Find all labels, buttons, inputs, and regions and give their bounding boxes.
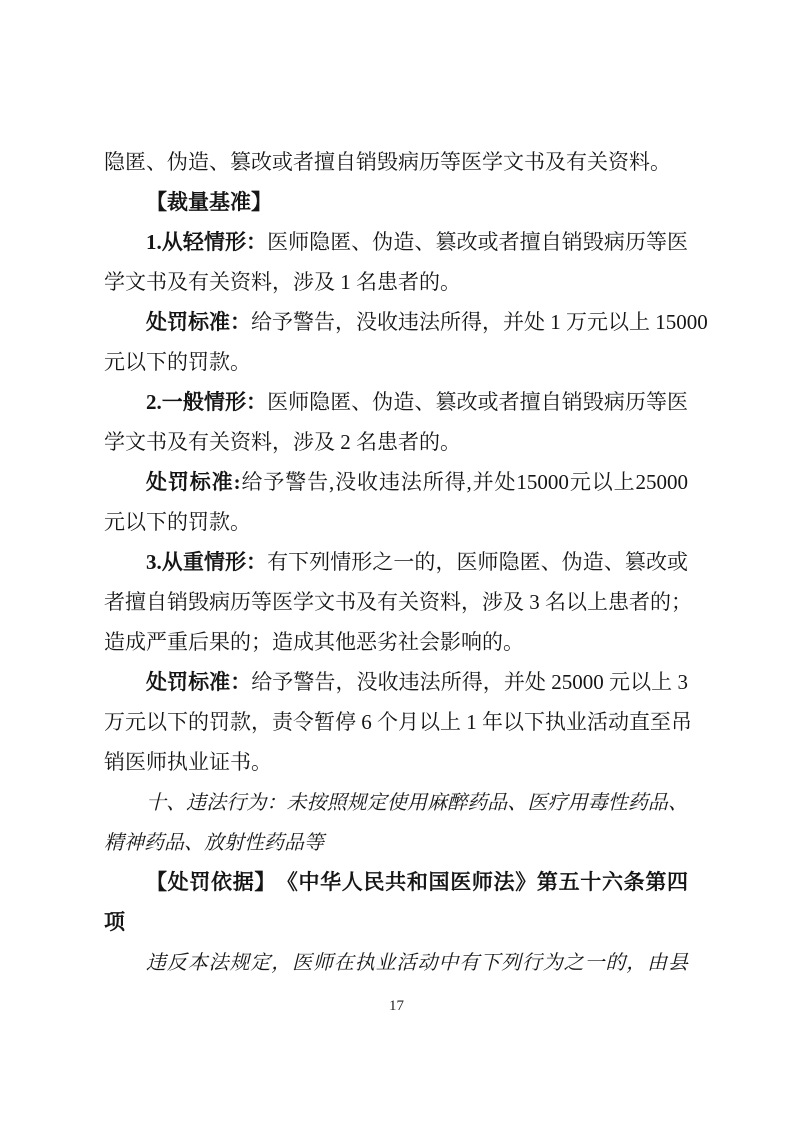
- text-run: 者擅自销毁病历等医学文书及有关资料，涉及 3 名以上患者的；: [104, 590, 692, 614]
- text-run: 给予警告，没收违法所得，并处 25000 元以上 3: [251, 670, 688, 694]
- text-line: [104, 382, 688, 422]
- bold-text-run: 2.一般情形：: [146, 390, 268, 414]
- text-line: [104, 142, 688, 182]
- text-run: 造成严重后果的；造成其他恶劣社会影响的。: [104, 630, 524, 654]
- text-run: 学文书及有关资料，涉及 2 名患者的。: [104, 430, 461, 454]
- bold-text-run: 【裁量基准】: [146, 190, 272, 214]
- bold-text-run: 3.从重情形：: [146, 550, 268, 574]
- text-run: 元以下的罚款。: [104, 350, 251, 374]
- text-run: 医师隐匿、伪造、篡改或者擅自销毁病历等医: [267, 390, 689, 414]
- bold-text-run: 1.从轻情形：: [146, 230, 268, 254]
- text-run: 给予警告，没收违法所得，并处 1 万元以上 15000: [251, 310, 708, 334]
- text-run: 有下列情形之一的，医师隐匿、伪造、篡改或: [267, 550, 689, 574]
- kaiti-text-run: 违反本法规定，医师在执业活动中有下列行为之一的，由县: [146, 952, 688, 974]
- bold-text-run: 项: [104, 910, 125, 934]
- text-line: [104, 822, 688, 862]
- page-number: 17: [389, 998, 404, 1014]
- text-line: [104, 182, 688, 222]
- text-line: [104, 942, 688, 982]
- text-line: [104, 422, 688, 462]
- document-lines: [104, 142, 708, 982]
- text-line: [104, 742, 688, 782]
- text-line: [104, 662, 688, 702]
- bold-text-run: 处罚标准:: [146, 470, 241, 494]
- text-line: [104, 462, 688, 502]
- text-line: [104, 502, 688, 542]
- text-run: 元以下的罚款。: [104, 510, 251, 534]
- text-run: 万元以下的罚款，责令暂停 6 个月以上 1 年以下执业活动直至吊: [104, 710, 692, 734]
- text-run: 销医师执业证书。: [104, 750, 272, 774]
- text-line: [104, 342, 688, 382]
- bold-text-run: 处罚标准：: [146, 670, 252, 694]
- text-run: 医师隐匿、伪造、篡改或者擅自销毁病历等医: [267, 230, 689, 254]
- text-run: 隐匿、伪造、篡改或者擅自销毁病历等医学文书及有关资料。: [104, 150, 671, 174]
- text-line: [104, 582, 692, 622]
- text-line: [104, 862, 688, 902]
- text-line: [104, 622, 688, 662]
- text-run: 学文书及有关资料，涉及 1 名患者的。: [104, 270, 461, 294]
- kaiti-text-run: 十、违法行为：未按照规定使用麻醉药品、医疗用毒性药品、: [146, 792, 688, 814]
- text-line: [104, 302, 708, 342]
- text-line: [104, 262, 688, 302]
- text-line: [104, 902, 688, 942]
- text-run: 给予警告,没收违法所得,并处15000元以上25000: [240, 470, 688, 494]
- text-line: [104, 702, 692, 742]
- text-line: [104, 782, 688, 822]
- kaiti-text-run: 精神药品、放射性药品等: [104, 832, 324, 854]
- bold-text-run: 【处罚依据】 《中华人民共和国医师法》第五十六条第四: [146, 870, 688, 894]
- bold-text-run: 处罚标准：: [146, 310, 251, 334]
- text-line: [104, 542, 688, 582]
- text-line: [104, 222, 688, 262]
